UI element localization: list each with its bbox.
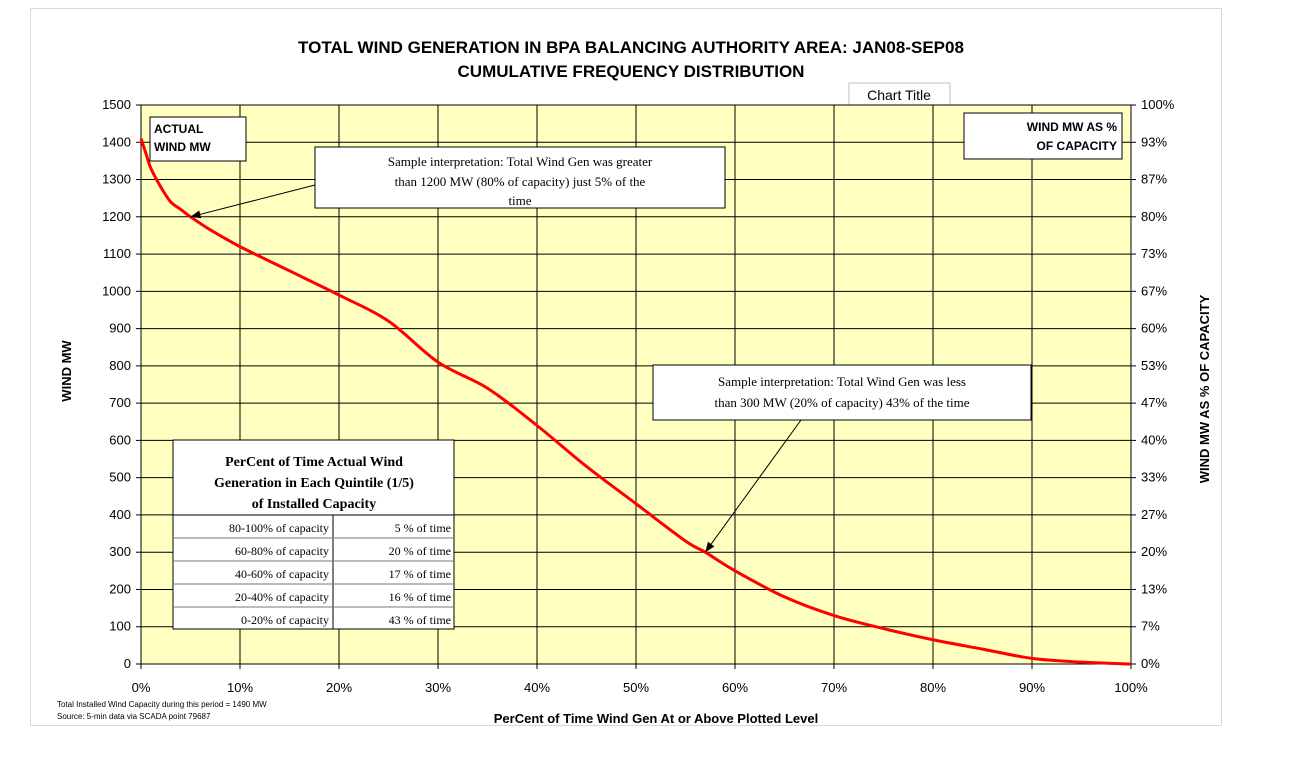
y2-tick-label: 27% (1141, 506, 1168, 522)
quintile-row-range: 20-40% of capacity (235, 590, 329, 604)
annotation-high-line2: than 1200 MW (80% of capacity) just 5% of the (394, 174, 646, 189)
quintile-row-range: 40-60% of capacity (235, 567, 329, 581)
x-tick-label: 80% (919, 680, 947, 695)
y2-tick-label: 73% (1141, 246, 1168, 262)
actual-wind-mw-line2: WIND MW (154, 140, 211, 154)
x-tick-label: 90% (1018, 680, 1046, 695)
y-tick-label: 800 (109, 357, 131, 373)
y-tick-label: 200 (109, 581, 131, 597)
y-tick-label: 1400 (102, 134, 131, 150)
wind-mw-pct-line2: OF CAPACITY (1036, 139, 1117, 153)
y2-tick-label: 20% (1141, 544, 1168, 560)
x-tick-label: 40% (523, 680, 551, 695)
annotation-high-line1: Sample interpretation: Total Wind Gen was greater (387, 154, 653, 169)
y2-tick-label: 87% (1141, 171, 1168, 187)
y2-axis-ticks (1131, 97, 1175, 671)
y-tick-label: 500 (109, 469, 131, 485)
y-tick-label: 100 (109, 618, 131, 634)
annotation-low-line1: Sample interpretation: Total Wind Gen was less (718, 374, 966, 389)
x-tick-label: 20% (325, 680, 353, 695)
quintile-row-range: 60-80% of capacity (235, 544, 329, 558)
x-axis-label: PerCent of Time Wind Gen At or Above Plotted Level (493, 711, 819, 725)
y-tick-label: 300 (109, 544, 131, 560)
x-tick-label: 100% (1114, 680, 1148, 695)
y-tick-label: 1200 (102, 208, 131, 224)
x-tick-label: 70% (820, 680, 848, 695)
chart-title-placeholder[interactable] (849, 83, 950, 107)
quintile-row-time: 16 % of time (388, 590, 451, 604)
quintile-row-time: 20 % of time (388, 544, 451, 558)
footnote-capacity: Total Installed Wind Capacity during this period = 1490 MW (57, 700, 267, 709)
quintile-row-range: 80-100% of capacity (229, 521, 329, 535)
y2-tick-label: 93% (1141, 134, 1168, 150)
actual-wind-mw-box (150, 117, 246, 161)
y-tick-label: 600 (109, 432, 131, 448)
x-tick-label: 60% (721, 680, 749, 695)
quintile-row-time: 17 % of time (388, 567, 451, 581)
wind-mw-pct-line1: WIND MW AS % (1026, 120, 1117, 134)
quintile-table (173, 440, 454, 629)
y2-tick-label: 40% (1141, 432, 1168, 448)
y2-tick-label: 47% (1141, 395, 1168, 411)
y-tick-label: 900 (109, 320, 131, 336)
annotation-high-line3: time (508, 193, 532, 208)
y-tick-label: 1500 (102, 97, 131, 112)
y2-tick-label: 100% (1141, 97, 1175, 112)
chart-subtitle: CUMULATIVE FREQUENCY DISTRIBUTION (457, 62, 805, 81)
actual-wind-mw-line1: ACTUAL (154, 122, 204, 136)
y2-axis-label: WIND MW AS % OF CAPACITY (1197, 294, 1212, 484)
quintile-row-time: 43 % of time (388, 613, 451, 627)
y2-tick-label: 80% (1141, 208, 1168, 224)
x-tick-label: 50% (622, 680, 650, 695)
quintile-table-title-1: PerCent of Time Actual Wind (225, 455, 403, 470)
annotation-low-line2: than 300 MW (20% of capacity) 43% of the time (714, 395, 970, 410)
quintile-row-time: 5 % of time (394, 521, 451, 535)
y2-tick-label: 0% (1141, 656, 1160, 671)
y-tick-label: 400 (109, 506, 131, 522)
y-axis-label: WIND MW (59, 340, 74, 402)
footnote-source: Source: 5-min data via SCADA point 79687 (57, 712, 211, 721)
y-tick-label: 0 (123, 656, 131, 671)
y2-tick-label: 33% (1141, 469, 1168, 485)
x-axis-ticks (132, 664, 1148, 695)
quintile-row-range: 0-20% of capacity (241, 613, 329, 627)
wind-cfd-chart (31, 9, 1221, 725)
quintile-table-title-2: Generation in Each Quintile (1/5) (214, 476, 414, 491)
y-axis-ticks (102, 97, 141, 671)
y-tick-label: 1000 (102, 283, 131, 299)
x-tick-label: 30% (424, 680, 452, 695)
wind-mw-pct-box (964, 113, 1122, 159)
y2-tick-label: 67% (1141, 283, 1168, 299)
x-tick-label: 0% (131, 680, 151, 695)
y2-tick-label: 60% (1141, 320, 1168, 336)
chart-title-placeholder-text: Chart Title (867, 87, 931, 103)
x-tick-label: 10% (226, 680, 254, 695)
quintile-table-title-3: of Installed Capacity (251, 497, 377, 512)
chart-title: TOTAL WIND GENERATION IN BPA BALANCING AUTHORITY AREA: JAN08-SEP08 (298, 38, 964, 57)
chart-frame (30, 8, 1222, 726)
y-tick-label: 1100 (103, 246, 131, 262)
y2-tick-label: 13% (1141, 581, 1168, 597)
y2-tick-label: 7% (1141, 618, 1160, 634)
y-tick-label: 1300 (102, 171, 131, 187)
y-tick-label: 700 (109, 395, 131, 411)
y2-tick-label: 53% (1141, 357, 1168, 373)
